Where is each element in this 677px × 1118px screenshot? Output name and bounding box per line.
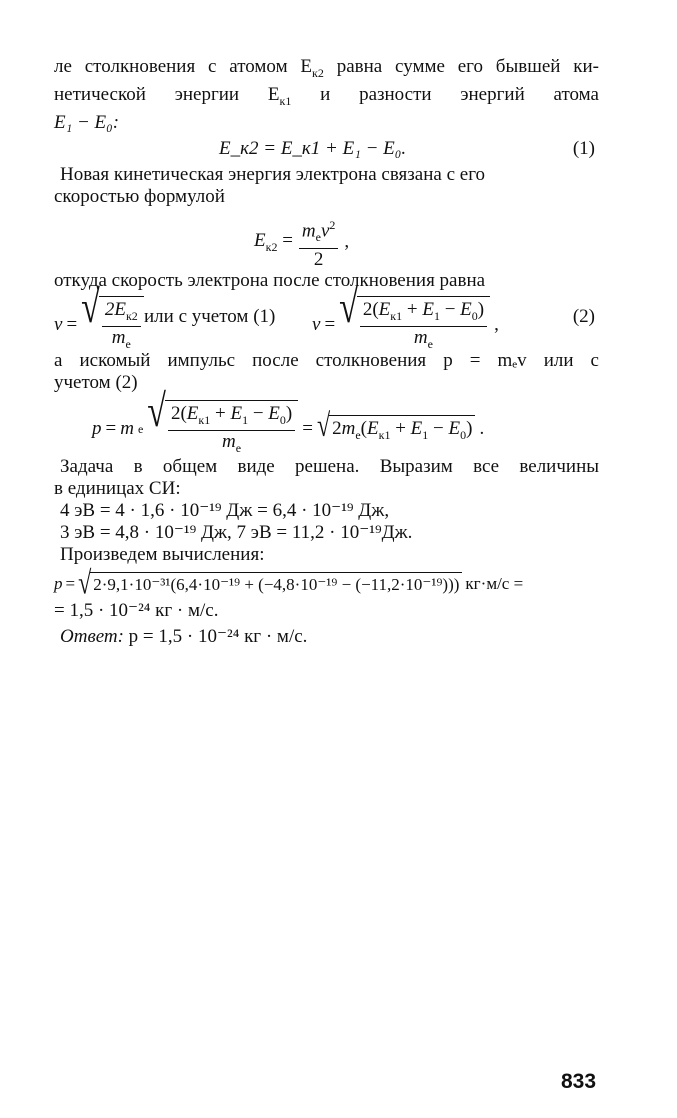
text-line-2: нетической энергии $E_{к1}$ и разности энергий атома (54, 83, 599, 108)
equation-1-body: E_к2 = E_к1 + E₁ − E₀. (219, 137, 407, 159)
paragraph-5-line-2: в единицах СИ: (54, 477, 181, 499)
calculation-line-1: p = √ 2·9,1·10⁻³¹(6,4·10⁻¹⁹ + (−4,8·10⁻¹⁹ − (−11,2·10⁻¹⁹))) кг·м/с = (54, 566, 524, 602)
page-number: 833 (561, 1070, 597, 1093)
calculation-line-2: = 1,5 · 10⁻²⁴ кг · м/с. (54, 599, 219, 621)
page-content (54, 56, 599, 648)
answer-value: p = 1,5 · 10⁻²⁴ кг · м/с. (123, 625, 308, 647)
formula-momentum: p = m e √ $\frac{2(E_{к1} + E_1 - E_0)}{m_e}$ = √ $2m_e(E_{к1} + E_1 - E_0)$ . (54, 394, 599, 456)
calculation-unit: кг·м/с = (465, 573, 524, 593)
si-line-1: 4 эВ = 4 · 1,6 · 10⁻¹⁹ Дж = 6,4 · 10⁻¹⁹ Дж, (60, 499, 390, 521)
si-line-2: 3 эВ = 4,8 · 10⁻¹⁹ Дж, 7 эВ = 11,2 · 10⁻¹⁹Дж. (60, 521, 413, 543)
text-line-1: ле столкновения с атомом $E_{к2}$ равна сумме его бывшей ки- (54, 56, 599, 80)
equation-1-number: (1) (572, 137, 595, 159)
or-text: или с учетом (1) (144, 305, 276, 327)
formula-kinetic-energy: $E_{к2}$ = $\frac{m_ev^2}{2}$ , (54, 208, 599, 270)
answer-line (54, 626, 599, 648)
equation-1 (54, 134, 599, 164)
paragraph-3: откуда скорость электрона после столкновения равна (54, 269, 486, 291)
paragraph-4-line-2: учетом (2) (54, 371, 138, 393)
paragraph-2-line-1: Новая кинетическая энергия электрона связана с его (60, 163, 486, 185)
answer-label: Ответ: (60, 625, 124, 647)
equation-2: v = √ $\frac{2E_{к2}}{m_e}$ или с учетом (1) v = √ $\frac{2(E_{к1} + E_1 - E_0)}{m_e}$ , (2) (54, 292, 599, 350)
paragraph-2-line-2: скоростью формулой (54, 185, 225, 207)
text-line-3: E₁ − E₀: (54, 111, 120, 133)
equation-2-number: (2) (572, 305, 595, 327)
paragraph-5-line-1: Задача в общем виде решена. Выразим все величины (60, 455, 599, 477)
calculation-radicand: 2·9,1·10⁻³¹(6,4·10⁻¹⁹ + (−4,8·10⁻¹⁹ − (−11,2·10⁻¹⁹))) (90, 572, 462, 596)
paragraph-4-line-1: а искомый импульс после столкновения p = mₑv или с (54, 349, 599, 371)
calculation-title: Произведем вычисления: (60, 543, 265, 565)
